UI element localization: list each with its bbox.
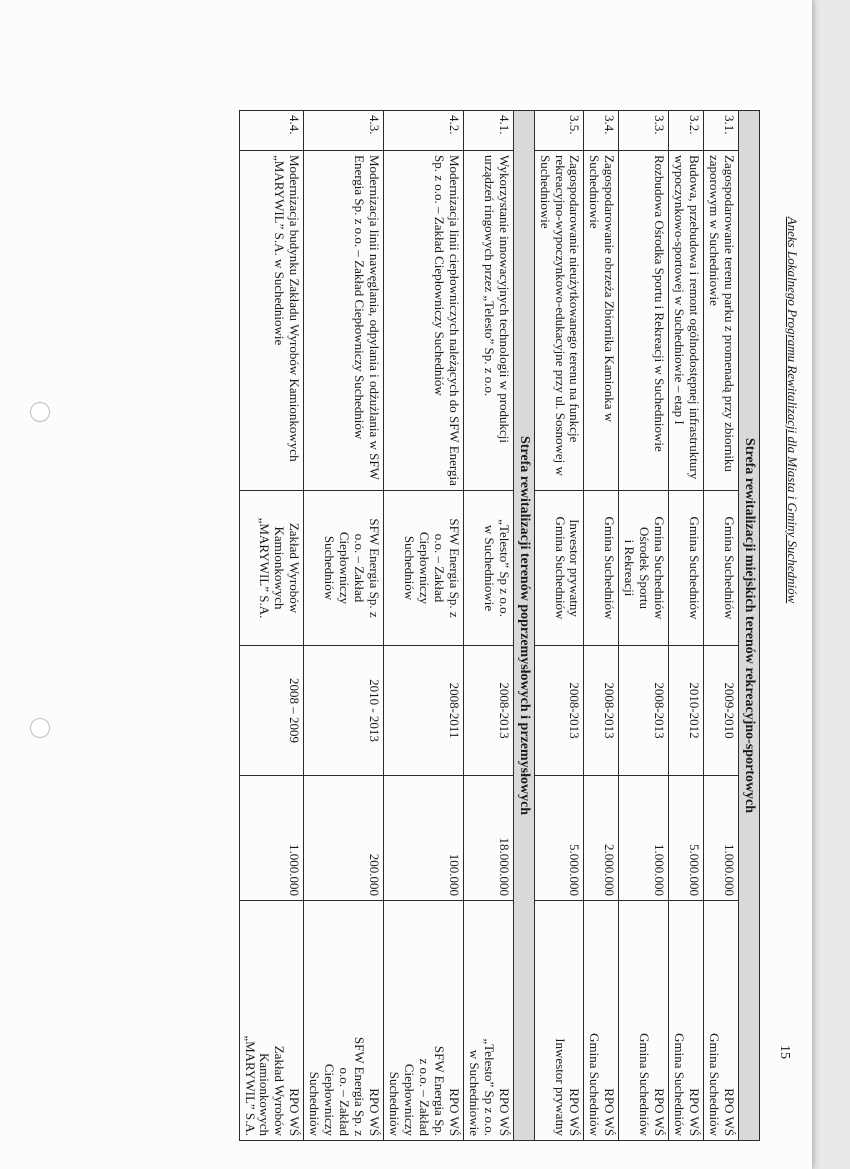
owner-line: Zakład Wyrobów	[287, 522, 303, 614]
funding-source	[584, 901, 619, 1141]
source-line: Suchedniów	[387, 1071, 402, 1137]
project-name: Rozbudowa Ośrodka Sportu i Rekreacji w Suchedniowie	[619, 151, 669, 491]
source-line: SFW Energia Sp. z	[352, 1036, 368, 1137]
funding-source	[669, 901, 704, 1141]
source-line: Kamionkowych	[257, 1053, 273, 1137]
table-row	[463, 111, 513, 1141]
source-line: Gmina Suchedniów	[672, 1033, 688, 1137]
source-line: RPO WŚ	[367, 1088, 383, 1137]
owner-line: Kamionkowych	[272, 526, 288, 610]
projects-table	[239, 110, 760, 1141]
owner-line: Suchedniów	[322, 535, 338, 601]
project-number: 3.4.	[584, 111, 619, 151]
table-row	[239, 111, 304, 1141]
project-name: Zagospodarowanie obrzeża Zbiornika Kamionka w Suchedniowie	[584, 151, 619, 491]
owner-line: Inwestor prywatny	[567, 519, 583, 617]
source-line: Gmina Suchedniów	[637, 1033, 653, 1137]
source-line: Gmina Suchedniów	[587, 1033, 603, 1137]
owner-line: „Telesto” Sp z o.o.	[496, 519, 512, 617]
project-number: 3.1.	[704, 111, 739, 151]
funding-source	[534, 901, 584, 1141]
project-amount: 1.000.000	[619, 776, 669, 901]
project-owner	[239, 491, 304, 646]
table-row	[304, 111, 384, 1141]
owner-line: w Suchedniowie	[481, 524, 497, 612]
project-name: Zagospodarowanie nieużytkowanego terenu na funkcje rekreacyjno-wypoczynkowo-edukacyjne przy ul. Sosnowej w Suchedniowie	[534, 151, 584, 491]
source-line: RPO WŚ	[652, 1088, 668, 1137]
project-name: Budowa, przebudowa i remont ogólnodostępnej infrastruktury wypoczynkowo-sportowej w Suchedniowie – etap I	[669, 151, 704, 491]
section-title: Strefa rewitalizacji terenów poprzemysłowych i przemysłowych	[513, 111, 534, 1141]
project-number: 4.1.	[463, 111, 513, 151]
project-amount: 18.000.000	[463, 776, 513, 901]
owner-line: o.o. – Zakład	[431, 533, 447, 603]
owner-line: Ośrodek Sportu	[637, 527, 653, 609]
project-period: 2010-2012	[669, 646, 704, 776]
owner-line: Gmina Suchedniów	[552, 516, 568, 620]
project-number: 4.2.	[384, 111, 464, 151]
project-number: 3.5.	[534, 111, 584, 151]
project-name: Wykorzystanie innowacyjnych technologii w produkcji urządzeń ringowych przez „Telesto” Sp. z o.o.	[463, 151, 513, 491]
owner-line: SFW Energia Sp. z	[446, 518, 462, 618]
source-line: Gmina Suchedniów	[706, 1033, 722, 1137]
project-amount: 1.000.000	[239, 776, 304, 901]
source-line: SFW Energia Sp.	[431, 1045, 447, 1137]
project-number: 3.2.	[669, 111, 704, 151]
project-period: 2008-2013	[584, 646, 619, 776]
project-period: 2008-2013	[619, 646, 669, 776]
project-owner	[463, 491, 513, 646]
project-amount: 2.000.000	[584, 776, 619, 901]
project-amount: 200.000	[304, 776, 384, 901]
owner-line: Gmina Suchedniów	[652, 516, 668, 620]
table-row	[669, 111, 704, 1141]
project-owner	[384, 491, 464, 646]
source-line: Ciepłowniczy	[322, 1063, 338, 1137]
project-name: Modernizacja linii nawęglania, odpylania i odżużlania w SFW Energia Sp. z o.o. – Zakład Ciepłowniczy Suchedniów	[304, 151, 384, 491]
project-owner	[534, 491, 584, 646]
section-title: Strefa rewitalizacji miejskich terenów rekreacyjno-sportowych	[738, 111, 759, 1141]
source-line: o.o. – Zakład	[337, 1067, 353, 1137]
project-amount: 1.000.000	[704, 776, 739, 901]
source-line: Ciepłowniczy	[401, 1063, 417, 1137]
project-owner	[669, 491, 704, 646]
source-line: RPO WŚ	[446, 1088, 462, 1137]
table-row	[619, 111, 669, 1141]
source-line: RPO WŚ	[687, 1088, 703, 1137]
funding-source	[619, 901, 669, 1141]
owner-line: Gmina Suchedniów	[721, 516, 737, 620]
project-amount: 5.000.000	[669, 776, 704, 901]
funding-source	[304, 901, 384, 1141]
table-row	[534, 111, 584, 1141]
owner-line: „MARYWIL” S.A.	[257, 517, 273, 619]
project-amount: 100.000	[384, 776, 464, 901]
funding-source	[239, 901, 304, 1141]
project-owner	[584, 491, 619, 646]
project-number: 4.3.	[304, 111, 384, 151]
project-period: 2008-2013	[463, 646, 513, 776]
source-line: RPO WŚ	[287, 1088, 303, 1137]
source-line: w Suchedniowie	[466, 1049, 482, 1137]
owner-line: o.o. – Zakład	[352, 533, 368, 603]
project-period: 2008-2013	[534, 646, 584, 776]
project-name: Zagospodarowanie terenu parku z promenadą przy zbiorniku zaporowym w Suchedniowie	[704, 151, 739, 491]
project-number: 3.3.	[619, 111, 669, 151]
funding-source	[463, 901, 513, 1141]
owner-line: Gmina Suchedniów	[687, 516, 703, 620]
project-owner	[304, 491, 384, 646]
source-line: Suchedniów	[307, 1071, 323, 1137]
project-number: 4.4.	[239, 111, 304, 151]
source-line: Zakład Wyrobów	[272, 1045, 288, 1137]
table-row	[584, 111, 619, 1141]
funding-source	[384, 901, 464, 1141]
owner-line: Suchedniów	[401, 535, 417, 601]
section-header-row	[513, 111, 534, 1141]
owner-line: Ciepłowniczy	[337, 531, 353, 605]
source-line: Inwestor prywatny	[552, 1038, 568, 1137]
table-row	[704, 111, 739, 1141]
project-amount: 5.000.000	[534, 776, 584, 901]
owner-line: i Rekreacji	[622, 539, 638, 597]
owner-line: Ciepłowniczy	[416, 531, 432, 605]
running-header: Aneks Lokalnego Programu Rewitalizacji dla Miasta i Gminy Suchedniów	[785, 216, 800, 604]
project-name: Modernizacja linii ciepłowniczych należących do SFW Energia Sp. z o.o. – Zakład Ciepłowniczy Suchedniów	[384, 151, 464, 491]
project-period: 2008 – 2009	[239, 646, 304, 776]
section-header-row	[738, 111, 759, 1141]
source-line: RPO WŚ	[721, 1088, 737, 1137]
page-number: 15	[777, 1045, 792, 1059]
source-line: „Telesto” Sp z o.o.	[481, 1038, 497, 1137]
project-period: 2010 - 2013	[304, 646, 384, 776]
table-row	[384, 111, 464, 1141]
source-line: RPO WŚ	[567, 1088, 583, 1137]
project-owner	[704, 491, 739, 646]
project-name: Modernizacja budynku Zakładu Wyrobów Kamionkowych „MARYWIL” S.A. w Suchedniowie	[239, 151, 304, 491]
owner-line: SFW Energia Sp. z	[367, 518, 383, 618]
owner-line: Gmina Suchedniów	[602, 516, 618, 620]
source-line: „MARYWIL” S.A.	[242, 1035, 258, 1137]
project-period: 2009-2010	[704, 646, 739, 776]
source-line: RPO WŚ	[496, 1088, 512, 1137]
source-line: z o.o. – Zakład	[416, 1058, 432, 1137]
funding-source	[704, 901, 739, 1141]
source-line: RPO WŚ	[602, 1088, 618, 1137]
rotated-page-content	[40, 40, 800, 1140]
project-owner	[619, 491, 669, 646]
project-period: 2008-2011	[384, 646, 464, 776]
